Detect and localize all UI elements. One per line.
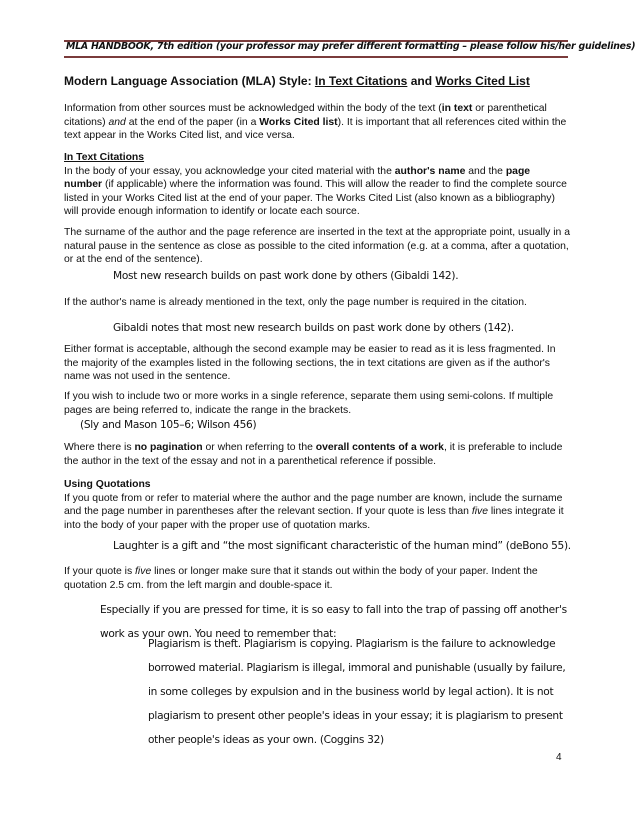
in-text-section: In Text Citations In the body of your essay, you acknowledge your cited material with the author's name and the page number (if applicable) where the information was found. This will allow the reader to find the complete source listed in your Works Cited list at the end of your paper. The Works Cited List (also known as a bibliography) will provide enough information to identify or locate each source. [64,152,567,218]
pagination-paragraph: Where there is no pagination or when referring to the overall contents of a work, it is preferable to include the author in the text of the essay and not in a parenthetical reference if possible. [64,442,563,467]
example-citation-3: (Sly and Mason 105–6; Wilson 456) [80,419,257,431]
title-and: and [407,74,436,88]
in-text-heading: In Text Citations [64,152,145,163]
example-citation-4: Laughter is a gift and “the most significant characteristic of the human mind” (deBono 55). [113,540,571,552]
page-number: 4 [556,752,562,763]
example-citation-1: Most new research builds on past work done by others (Gibaldi 142). [113,270,459,282]
block-quote-body: Plagiarism is theft. Plagiarism is copying. Plagiarism is the failure to acknowledge borrowed material. Plagiarism is illegal, immoral and punishable (usually by failure, in some colleges by expulsion and in the business world by legal action). It is not plagiarism to present other people's ideas in your essay; it is plagiarism to present other people's ideas as your own. (Coggins 32) [148,638,566,746]
quotations-heading: Using Quotations [64,479,151,490]
surname-paragraph: The surname of the author and the page reference are inserted in the text at the appropriate point, usually in a natural pause in the sentence as close as possible to the cited information (e.g. at a comma, after a quotation, or at the end of the sentence). [64,227,571,266]
multiple-works-paragraph: If you wish to include two or more works in a single reference, separate them using semi-colons. If multiple pages are being referred to, indicate the range in the brackets. [64,391,554,416]
intro-paragraph: Information from other sources must be acknowledged within the body of the text (in text or parenthetical citations) and at the end of the paper (in a Works Cited list). It is important that all references cited within the text appear in the Works Cited list, and vice versa. [64,103,567,142]
title-in-text-citations: In Text Citations [314,74,408,88]
block-quote-lead: Especially if you are pressed for time, it is so easy to fall into the trap of passing off another's work as your own. You need to remember that: [100,604,567,640]
running-header: MLA HANDBOOK, 7th edition (your professor may prefer different formatting – please follow his/her guidelines) [66,41,636,52]
example-citation-2: Gibaldi notes that most new research builds on past work done by others (142). [113,322,514,334]
author-paragraph: If the author's name is already mentioned in the text, only the page number is required in the citation. [64,297,527,308]
quotations-section: Using Quotations If you quote from or refer to material where the author and the page number are known, include the surname and the page number in parentheses after the relevant section. If your quote is less than five lines integrate it into the body of your paper with the proper use of quotation marks. [64,479,564,531]
title-works-cited: Works Cited List [435,74,530,88]
page-title [64,74,530,88]
five-lines-paragraph: If your quote is five lines or longer make sure that it stands out within the body of your paper. Indent the quotation 2.5 cm. from the left margin and double-space it. [64,566,538,591]
title-prefix: Modern Language Association (MLA) Style: [64,74,315,88]
either-paragraph: Either format is acceptable, although the second example may be easier to read as it is less fragmented. In the majority of the examples listed in the following sections, the in text citations are given as if the author's name was not used in the sentence. [64,344,556,383]
